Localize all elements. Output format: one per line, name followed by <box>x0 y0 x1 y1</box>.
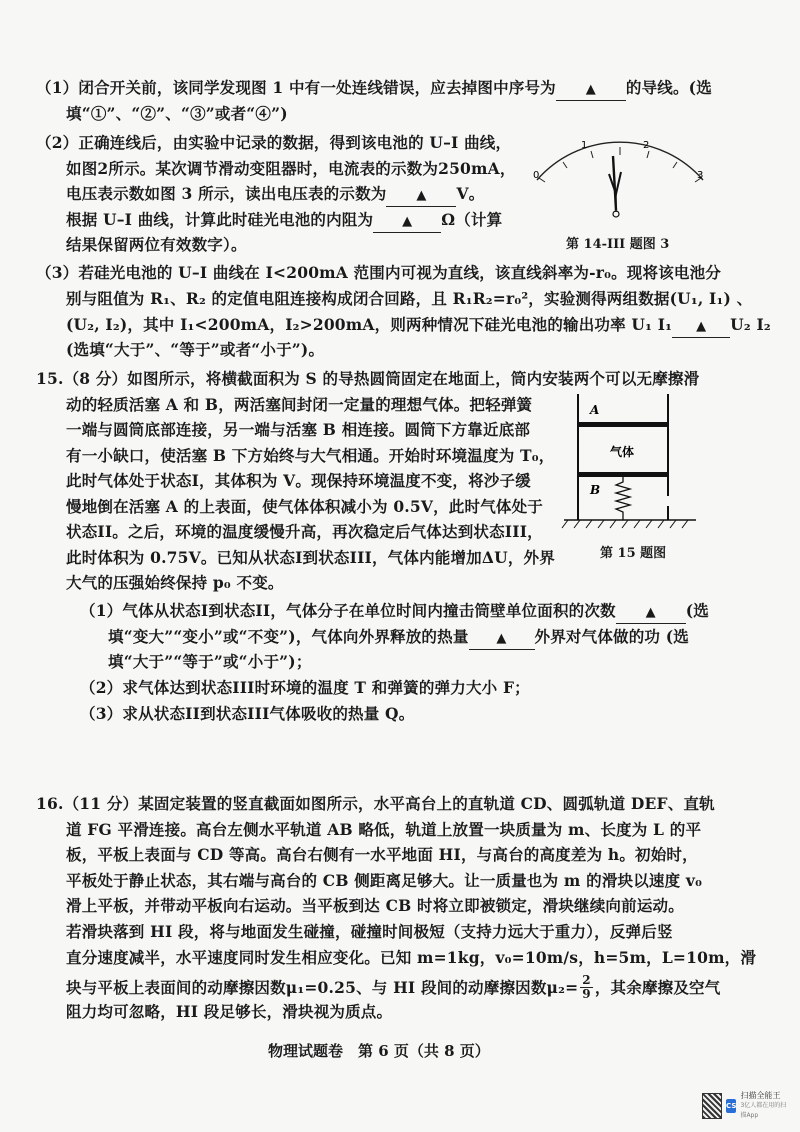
piston-a <box>579 422 667 427</box>
q15-line5: 此时气体处于状态I，其体积为 V。现保持环境温度不变，将沙子缓 <box>66 471 531 490</box>
scanner-subtitle: 3亿人都在用的扫描App <box>740 1102 787 1119</box>
q15-line3: 一端与圆筒底部连接，另一端与活塞 B 相连接。圆筒下方靠近底部 <box>66 420 531 439</box>
qr-code-icon <box>702 1093 722 1119</box>
spring <box>616 477 630 520</box>
q14-p2-line1: （2）正确连线后，由实验中记录的数据，得到该电池的 U–I 曲线， <box>36 133 512 152</box>
q14-p1-line2: 填“①”、“②”、“③”或者“④”) <box>66 104 288 123</box>
q15-sub3: （3）求从状态II到状态III气体吸收的热量 Q。 <box>80 704 415 723</box>
q15-line9: 大气的压强始终保持 p₀ 不变。 <box>66 573 284 592</box>
q16-line3: 板，平板上表面与 CD 等高。高台右侧有一水平地面 HI，与高台的高度差为 h。初始时， <box>66 845 698 864</box>
gas-label: 气体 <box>610 445 635 459</box>
q14-p3-line4: (选填“大于”、“等于”或者“小于”)。 <box>66 340 325 359</box>
figure3-caption: 第 14-III 题图 3 <box>566 237 670 252</box>
q15-sub2: （2）求气体达到状态III时环境的温度 T 和弹簧的弹力大小 F； <box>80 678 530 697</box>
tick-label-0: 0 <box>533 170 540 181</box>
q16-line2: 道 FG 平滑连接。高台左侧水平轨道 AB 略低，轨道上放置一块质量为 m、长度为 L 的平 <box>66 820 702 839</box>
piston-b-label: B <box>590 483 601 497</box>
q16-line5: 滑上平板，并带动平板向右运动。当平板到达 CB 时将立即被锁定，滑块继续向前运动。 <box>66 896 684 915</box>
answer-blank: ▲ <box>556 78 626 101</box>
answer-blank: ▲ <box>616 601 686 624</box>
camscanner-logo-icon: CS <box>726 1099 736 1113</box>
voltmeter-dial-figure <box>525 132 715 232</box>
answer-blank: ▲ <box>386 184 456 207</box>
q15-line8: 此时体积为 0.75V。已知从状态I到状态III，气体内能增加ΔU，外界 <box>66 548 555 567</box>
answer-blank: ▲ <box>672 315 730 338</box>
tick-label-1: 1 <box>581 140 588 151</box>
piston-b <box>579 472 667 477</box>
mu2-fraction: $\frac{2}{9}$ <box>582 973 591 1001</box>
q16-line1: 16.（11 分）某固定装置的竖直截面如图所示，水平高台上的直轨道 CD、圆弧轨道 DEF、直轨 <box>36 794 715 813</box>
q15-sub1-line2: 填“变大”“变小”或“不变”)，气体向外界释放的热量 ▲ 外界对气体做的功 (选 <box>108 627 689 650</box>
q14-p2-line3: 电压表示数如图 3 所示，读出电压表的示数为 ▲ V。 <box>66 184 484 207</box>
q15-line7: 状态II。之后，环境的温度缓慢升高，再次稳定后气体达到状态III， <box>66 522 543 541</box>
answer-blank: ▲ <box>373 210 441 233</box>
q14-p2-line4: 根据 U–I 曲线，计算此时硅光电池的内阻为 ▲ Ω（计算 <box>66 210 502 233</box>
scanner-title: 扫描全能王 <box>740 1091 781 1100</box>
q15-sub1-line3: 填“大于”“等于”或“小于”)； <box>108 652 312 671</box>
q15-sub1-line1: （1）气体从状态I到状态II，气体分子在单位时间内撞击筒壁单位面积的次数 ▲ (选 <box>80 601 709 624</box>
q15-line4: 有一小缺口，使活塞 B 下方始终与大气相通。开始时环境温度为 T₀， <box>66 446 555 465</box>
q14-p2-line2: 如图2所示。某次调节滑动变阻器时，电流表的示数为250mA， <box>66 159 516 178</box>
page-footer: 物理试题卷 第 6 页（共 8 页） <box>268 1042 490 1060</box>
q15-line2: 动的轻质活塞 A 和 B，两活塞间封闭一定量的理想气体。把轻弹簧 <box>66 395 533 414</box>
q14-p3-line3: (U₂, I₂)，其中 I₁<200mA，I₂>200mA，则两种情况下硅光电池的输出功率 U₁ I₁ ▲ U₂ I₂ <box>66 315 771 338</box>
q15-line1: 15.（8 分）如图所示，将横截面积为 S 的导热圆筒固定在地面上，筒内安装两个可以无摩擦滑 <box>36 369 700 388</box>
q14-p3-line1: （3）若硅光电池的 U–I 曲线在 I<200mA 范围内可视为直线，该直线斜率为-r₀。现将该电池分 <box>36 263 721 282</box>
q14-p3-line2: 别与阻值为 R₁、R₂ 的定值电阻连接构成闭合回路，且 R₁R₂=r₀²，实验测得两组数据(U₁, I₁) 、 <box>66 289 753 308</box>
figure15-caption: 第 15 题图 <box>600 546 667 561</box>
q16-line6: 若滑块落到 HI 段，将与地面发生碰撞，碰撞时间极短（支持力远大于重力），反弹后竖 <box>66 922 673 941</box>
q16-line8: 块与平板上表面间的动摩擦因数μ₁=0.25、与 HI 段间的动摩擦因数μ₂= $\frac{2}{9}$ ，其余摩擦及空气 <box>66 973 721 1001</box>
scanner-watermark <box>702 1090 788 1122</box>
q14-p2-line5: 结果保留两位有效数字）。 <box>66 235 247 254</box>
q16-line9: 阻力均可忽略，HI 段足够长，滑块视为质点。 <box>66 1002 393 1021</box>
q14-p1-line1: （1）闭合开关前，该同学发现图 1 中有一处连线错误，应去掉图中序号为 ▲ 的导线。(选 <box>36 78 712 101</box>
cylinder-figure <box>560 392 700 532</box>
q16-line4: 平板处于静止状态，其右端与高台的 CB 侧距离足够大。让一质量也为 m 的滑块以速度 v₀ <box>66 871 703 890</box>
q16-line7: 直分速度减半，水平速度同时发生相应变化。已知 m=1kg，v₀=10m/s，h=5m，L=10m，滑 <box>66 948 757 967</box>
q15-line6: 慢地倒在活塞 A 的上表面，使气体体积减小为 0.5V，此时气体处于 <box>66 497 544 516</box>
tick-label-2: 2 <box>643 140 650 151</box>
piston-a-label: A <box>590 403 600 417</box>
answer-blank: ▲ <box>469 627 535 650</box>
tick-label-3: 3 <box>697 170 704 181</box>
